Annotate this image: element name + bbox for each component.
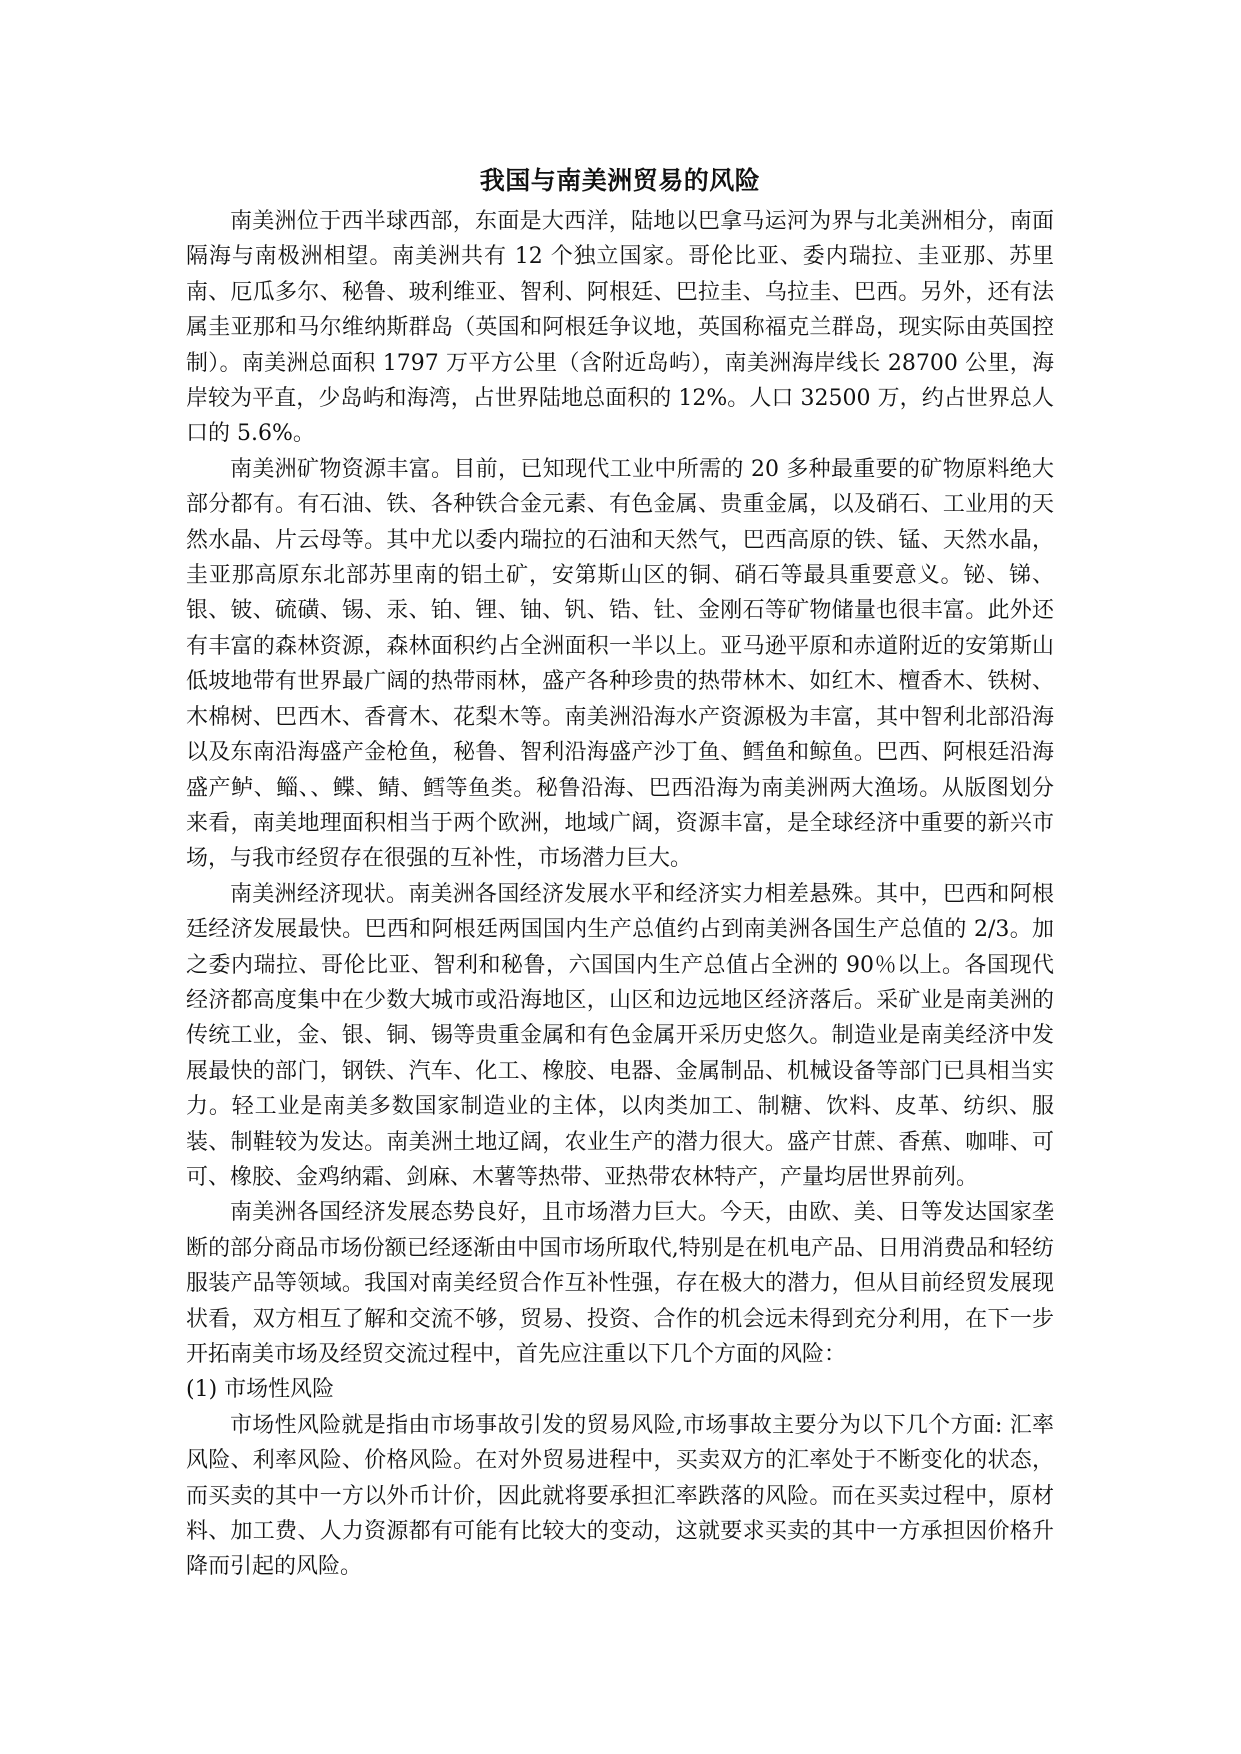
document-title: 我国与南美洲贸易的风险 bbox=[479, 166, 761, 195]
paragraph-geography: 南美洲位于西半球西部，东面是大西洋，陆地以巴拿马运河为界与北美洲相分，南面隔海与南极洲相望。南美洲共有 12 个独立国家。哥伦比亚、委内瑞拉、圭亚那、苏里南、厄瓜多尔、秘鲁、玻利维亚、智利、阿根廷、巴拉圭、乌拉圭、巴西。另外，还有法属圭亚那和马尔维纳斯群岛（英国和阿根廷争议地，英国称福克兰群岛，现实际由英国控制）。南美洲总面积 1797 万平方公里（含附近岛屿），南美洲海岸线长 28700 公里，海岸较为平直，少岛屿和海湾，占世界陆地总面积的 12%。人口 32500 万，约占世界总人口的 5.6%。 bbox=[186, 209, 1054, 447]
paragraph-resources: 南美洲矿物资源丰富。目前，已知现代工业中所需的 20 多种最重要的矿物原料绝大部分都有。有石油、铁、各种铁合金元素、有色金属、贵重金属，以及硝石、工业用的天然水晶、片云母等。其中尤以委内瑞拉的石油和天然气，巴西高原的铁、锰、天然水晶，圭亚那高原东北部苏里南的铝土矿，安第斯山区的铜、硝石等最具重要意义。铋、锑、银、铍、硫磺、锡、汞、铂、锂、铀、钒、锆、钍、金刚石等矿物储量也很丰富。此外还有丰富的森林资源，森林面积约占全洲面积一半以上。亚马逊平原和赤道附近的安第斯山低坡地带有世界最广阔的热带雨林，盛产各种珍贵的热带林木、如红木、檀香木、铁树、木棉树、巴西木、香膏木、花梨木等。南美洲沿海水产资源极为丰富，其中智利北部沿海以及东南沿海盛产金枪鱼，秘鲁、智利沿海盛产沙丁鱼、鳕鱼和鲸鱼。巴西、阿根廷沿海盛产鲈、鲻、、鲽、鲭、鳕等鱼类。秘鲁沿海、巴西沿海为南美洲两大渔场。从版图划分来看，南美地理面积相当于两个欧洲，地域广阔，资源丰富，是全球经济中重要的新兴市场，与我市经贸存在很强的互补性，市场潜力巨大。 bbox=[186, 456, 1054, 872]
section-heading-market-risk: (1) 市场性风险 bbox=[186, 1377, 335, 1403]
paragraph-market-risk: 市场性风险就是指由市场事故引发的贸易风险,市场事故主要分为以下几个方面: 汇率风险、利率风险、价格风险。在对外贸易进程中，买卖双方的汇率处于不断变化的状态，而买卖的其中一方以外币计价，因此就将要承担汇率跌落的风险。而在买卖过程中，原材料、加工费、人力资源都有可能有比较大的变动，这就要求买卖的其中一方承担因价格升降而引起的风险。 bbox=[186, 1412, 1054, 1580]
paragraph-trade-outlook: 南美洲各国经济发展态势良好，且市场潜力巨大。今天，由欧、美、日等发达国家垄断的部分商品市场份额已经逐渐由中国市场所取代,特别是在机电产品、日用消费品和轻纺服装产品等领域。我国对南美经贸合作互补性强，存在极大的潜力，但从目前经贸发展现状看，双方相互了解和交流不够，贸易、投资、合作的机会远未得到充分利用，在下一步开拓南美市场及经贸交流过程中，首先应注重以下几个方面的风险： bbox=[186, 1200, 1054, 1367]
document-body bbox=[186, 162, 1054, 1585]
paragraph-economy: 南美洲经济现状。南美洲各国经济发展水平和经济实力相差悬殊。其中，巴西和阿根廷经济发展最快。巴西和阿根廷两国国内生产总值约占到南美洲各国生产总值的 2/3。加之委内瑞拉、哥伦比亚、智利和秘鲁，六国国内生产总值占全洲的 90％以上。各国现代经济都高度集中在少数大城市或沿海地区，山区和边远地区经济落后。采矿业是南美洲的传统工业，金、银、铜、锡等贵重金属和有色金属开采历史悠久。制造业是南美经济中发展最快的部门，钢铁、汽车、化工、橡胶、电器、金属制品、机械设备等部门已具相当实力。轻工业是南美多数国家制造业的主体，以肉类加工、制糖、饮料、皮革、纺织、服装、制鞋较为发达。南美洲土地辽阔，农业生产的潜力很大。盛产甘蔗、香蕉、咖啡、可可、橡胶、金鸡纳霜、剑麻、木薯等热带、亚热带农林特产，产量均居世界前列。 bbox=[186, 881, 1054, 1190]
